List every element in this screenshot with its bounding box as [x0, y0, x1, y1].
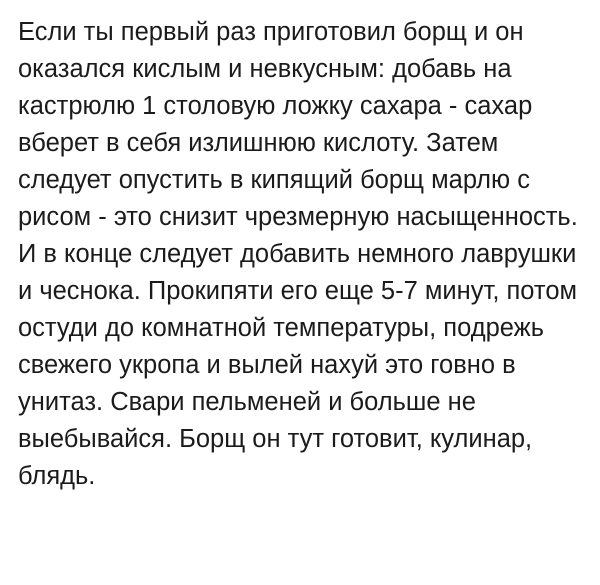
document-body-text: Если ты первый раз приготовил борщ и он оказался кислым и невкусным: добавь на кастрюлю 1 столовую ложку сахара - сахар вберет в себя излишнюю кислоту. Затем следует опустить в кипящий борщ марлю с рисом - это снизит чрезмерную насыщенность. И в конце следует добавить немного лаврушки и чеснока. Прокипяти его еще 5-7 минут, потом остуди до комнатной температуры, подрежь свежего укропа и вылей нахуй это говно в унитаз. Свари пельменей и больше не выебывайся. Борщ он тут готовит, кулинар, блядь. [18, 18, 585, 490]
